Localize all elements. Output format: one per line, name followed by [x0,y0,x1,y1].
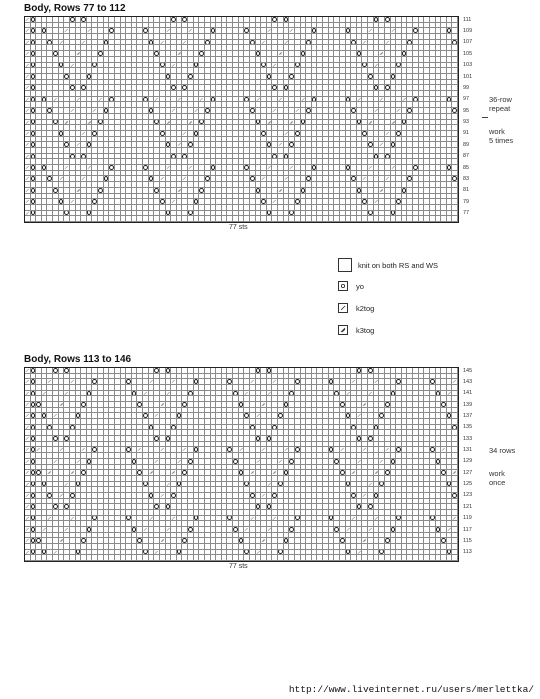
legend-item-k2tog [338,303,374,313]
row-number: 87 [463,153,470,160]
row-number: 79 [463,198,470,205]
legend-label-k2tog: k2tog [356,303,375,313]
chart-2-grid [24,367,459,562]
chart-1-title: Body, Rows 77 to 112 [24,3,126,14]
chart-1-repeat-top-tick [482,117,488,118]
chart-1-work-label-line1: work [489,127,505,136]
row-number: 111 [463,16,472,23]
chart-1-grid [24,16,459,223]
empty-square-icon [338,258,352,272]
chart-1-work-label [489,127,513,145]
row-number: 109 [463,27,473,34]
legend-item-yo [338,281,364,291]
chart-1-stitch-count: 77 sts [229,224,248,231]
chart-1-work-label-line2: 5 times [489,136,514,145]
row-number: 101 [463,73,473,80]
row-number: 83 [463,176,470,182]
legend-item-k3tog [338,325,374,335]
chart-2-title: Body, Rows 113 to 146 [24,354,132,365]
chart-cell [452,216,458,222]
row-number: 77 [463,210,470,217]
chart-1-repeat-label-line2: repeat [489,104,511,113]
row-number: 97 [463,96,470,103]
row-number: 105 [463,50,473,57]
k3tog-slash-icon [338,325,348,335]
chart-1-repeat-label [489,95,512,113]
chart-1-row-numbers [463,16,483,221]
legend-label-knit: knit on both RS and WS [358,260,439,270]
legend-item-knit [338,258,438,272]
row-number: 95 [463,107,470,114]
k2tog-slash-icon [338,303,348,313]
row-number: 99 [463,84,470,91]
chart-1-repeat-label-line1: 36-row [489,95,512,104]
legend-label-yo: yo [356,281,364,291]
row-number: 107 [463,39,473,46]
row-number: 81 [463,187,470,194]
row-number: 91 [463,130,470,137]
row-number: 93 [463,119,470,126]
yo-circle-icon [338,281,348,291]
row-number: 103 [463,62,473,69]
legend-label-k3tog: k3tog [356,325,375,335]
row-number: 85 [463,164,470,171]
row-number: 89 [463,141,470,148]
